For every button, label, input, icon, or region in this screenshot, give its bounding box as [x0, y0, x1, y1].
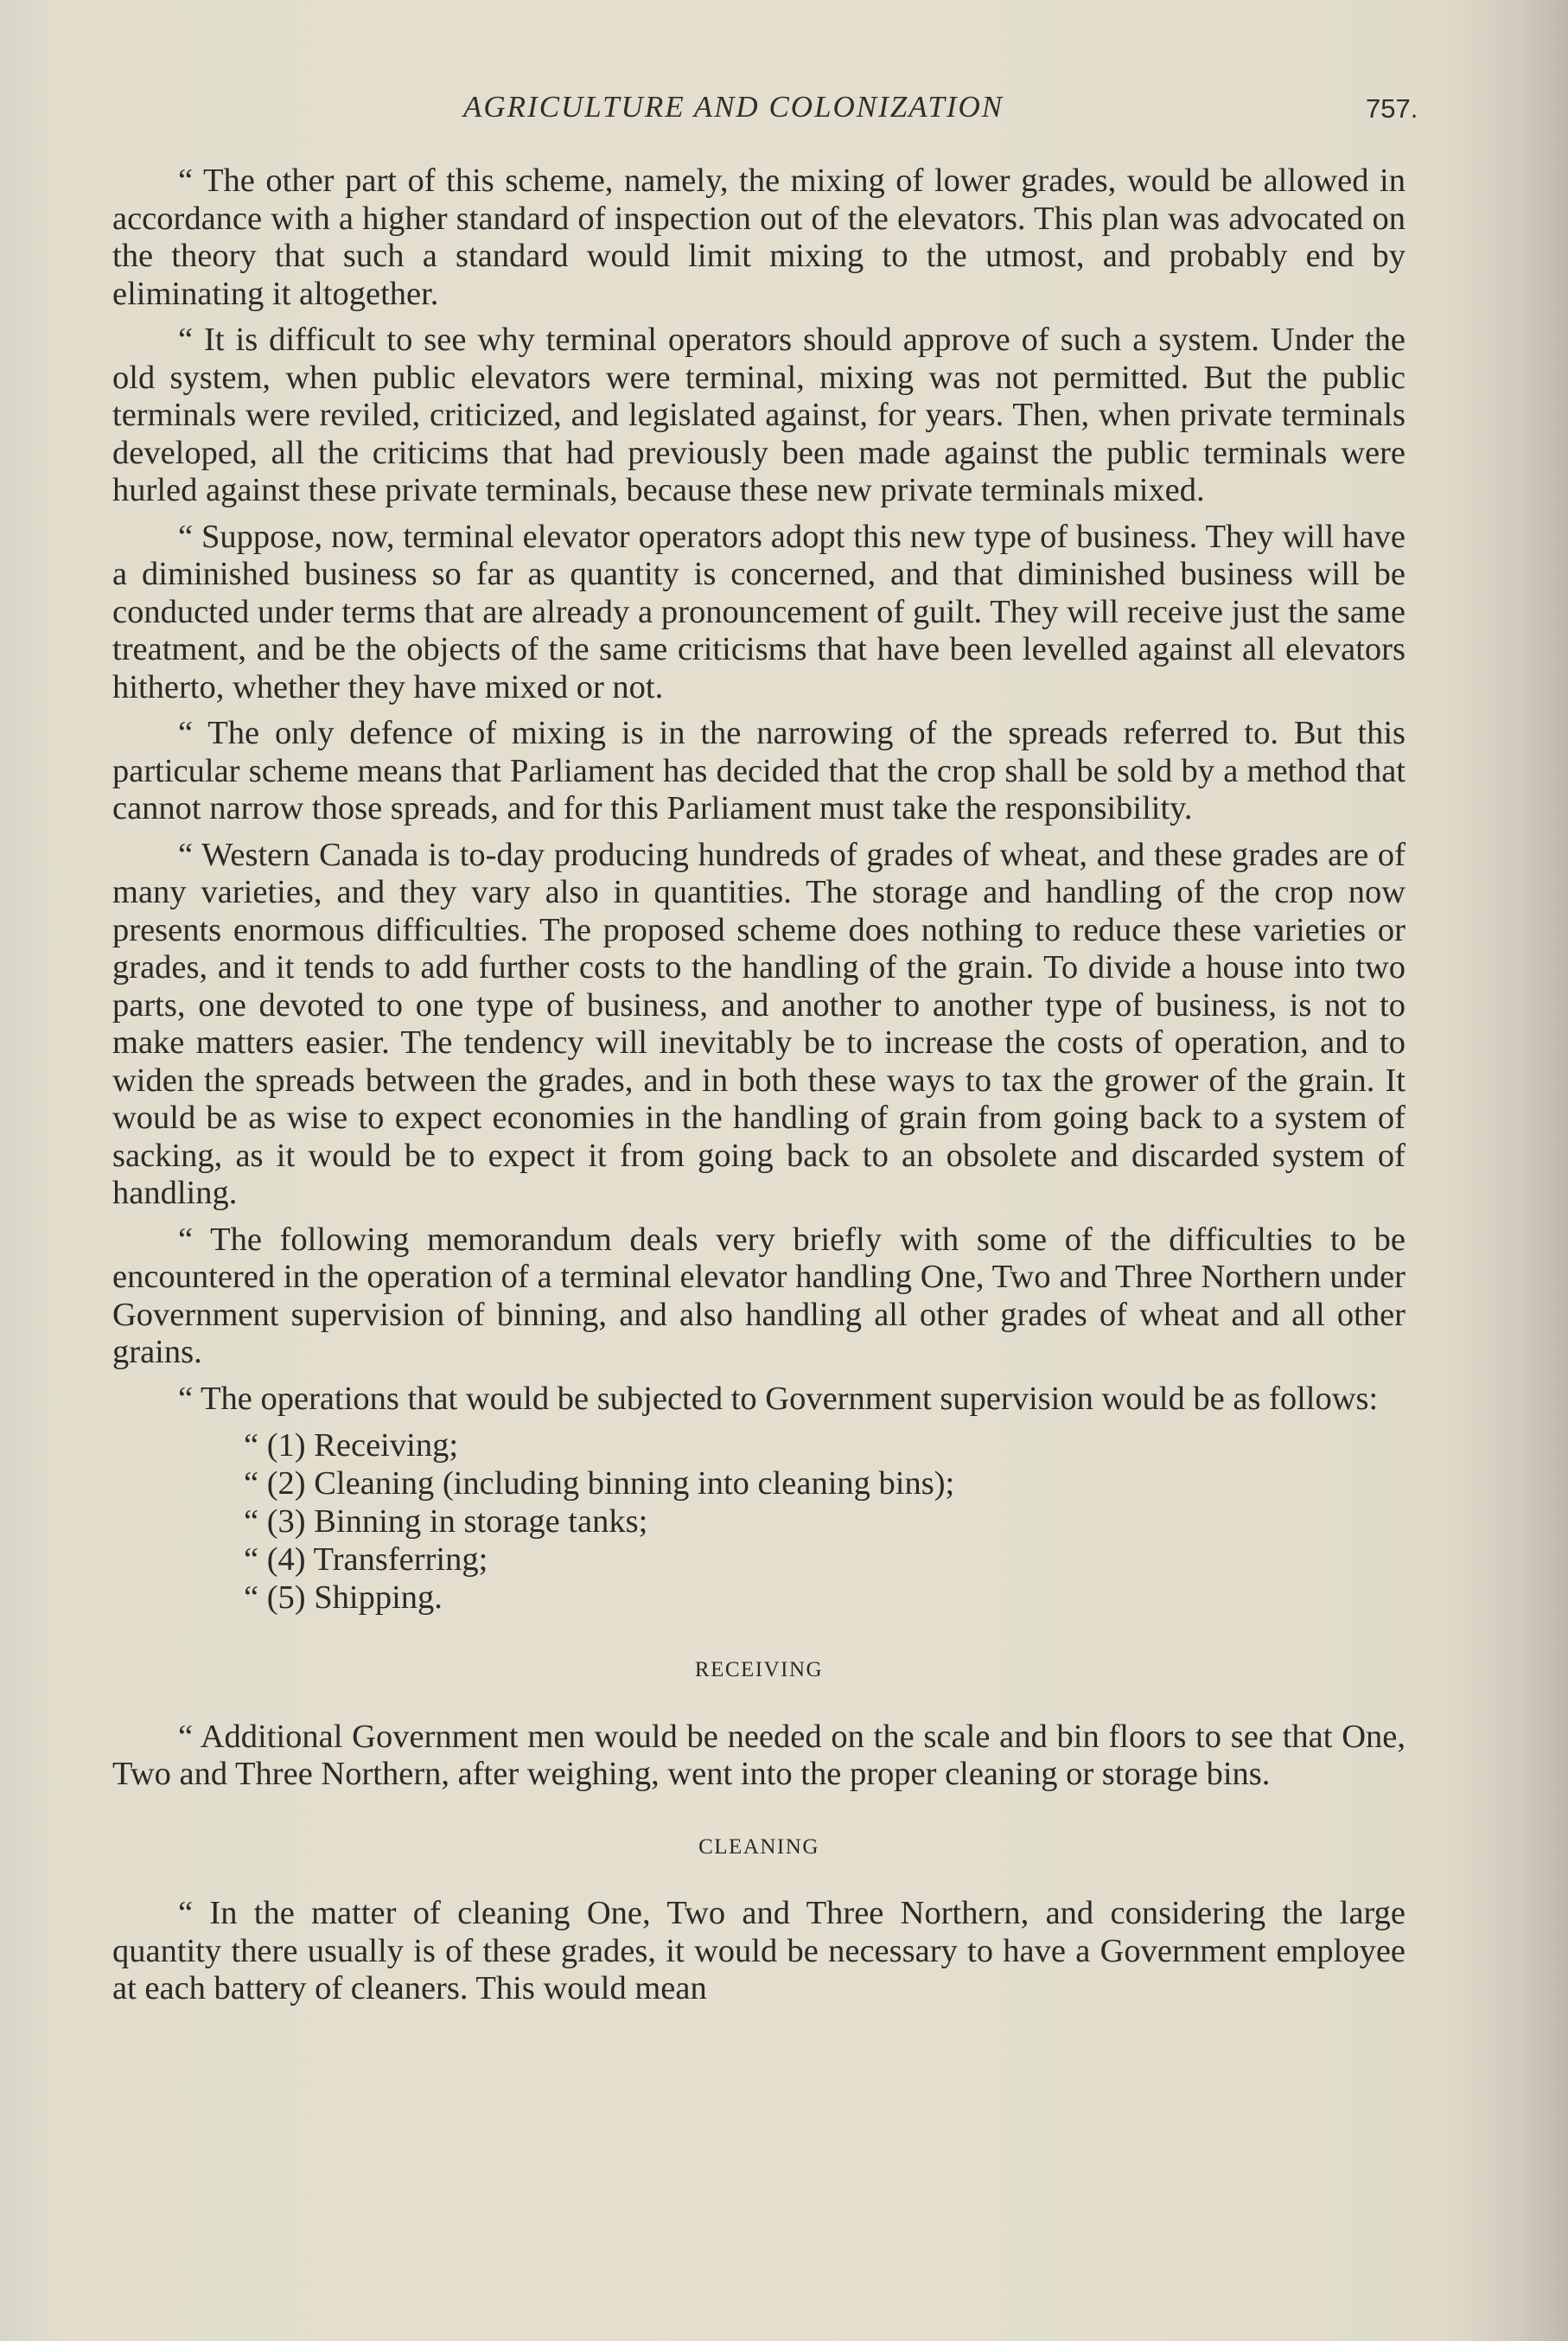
paragraph: “ It is difficult to see why terminal operators should approve of such a system. Under the old system, when public elevators were terminal, mixing was not permitted. But the public terminals were reviled, criticized, and legislated against, for years. Then, when private terminals developed, all the criticims that had previously been made against the public terminals were hurled against these private terminals, because these new private terminals mixed. [112, 322, 1405, 508]
paragraph: “ Suppose, now, terminal elevator operators adopt this new type of business. They will have a diminished business so far as quantity is concerned, and that diminished business will be conducted under terms that are already a pronouncement of guilt. They will receive just the same treatment, and be the objects of the same criticisms that have been levelled against all elevators hitherto, whether they have mixed or not. [112, 518, 1405, 705]
section-heading-cleaning: CLEANING [698, 1834, 819, 1859]
list-item: “ (2) Cleaning (including binning into cleaning bins); [244, 1465, 955, 1502]
running-title: AGRICULTURE AND COLONIZATION [463, 90, 1004, 124]
paragraph: “ The other part of this scheme, namely, the mixing of lower grades, would be allowed in accordance with a higher standard of inspection out of the elevators. This plan was advocated on the theory that such a standard would limit mixing to the utmost, and probably end by eliminating it altogether. [112, 163, 1405, 312]
list-item: “ (1) Receiving; [244, 1427, 459, 1464]
paragraph: “ Additional Government men would be needed on the scale and bin floors to see that One, Two and Three Northern, after weighing, went into the proper cleaning or storage bins. [112, 1718, 1405, 1792]
paragraph: “ In the matter of cleaning One, Two and Three Northern, and considering the large quantity there usually is of these grades, it would be necessary to have a Government employee at each battery of cleaners. This would mean [112, 1895, 1405, 2006]
paragraph: “ The following memorandum deals very briefly with some of the difficulties to be encountered in the operation of a terminal elevator handling One, Two and Three Northern under Government supervision of binning, and also handling all other grades of wheat and all other grains. [112, 1221, 1405, 1370]
list-item: “ (5) Shipping. [244, 1579, 443, 1616]
paragraph: “ Western Canada is to-day producing hundreds of grades of wheat, and these grades are of many varieties, and they vary also in quantities. The storage and handling of the crop now presents enormous difficulties. The proposed scheme does nothing to reduce these varieties or grades, and it tends to add further costs to the handling of the grain. To divide a house into two parts, one devoted to one type of business, and another to another type of business, is not to make matters easier. The tendency will inevitably be to increase the costs of operation, and to widen the spreads between the grades, and in both these ways to tax the grower of the grain. It would be as wise to expect economies in the handling of grain from going back to a system of sacking, as it would be to expect it from going back to an obsolete and discarded system of handling. [112, 836, 1405, 1211]
page-number: 757. [1366, 93, 1418, 124]
operations-list [112, 1426, 1405, 1617]
page-header [0, 90, 1568, 133]
list-item: “ (3) Binning in storage tanks; [244, 1503, 648, 1540]
body-text [112, 163, 1405, 2017]
list-item: “ (4) Transferring; [244, 1541, 488, 1578]
paragraph: “ The only defence of mixing is in the narrowing of the spreads referred to. But this particular scheme means that Parliament has decided that the crop shall be sold by a method that cannot narrow those spreads, and for this Parliament must take the responsibility. [112, 715, 1405, 826]
section-heading-receiving: RECEIVING [694, 1658, 824, 1681]
paragraph: “ The operations that would be subjected to Government supervision would be as follows: [178, 1380, 1379, 1417]
